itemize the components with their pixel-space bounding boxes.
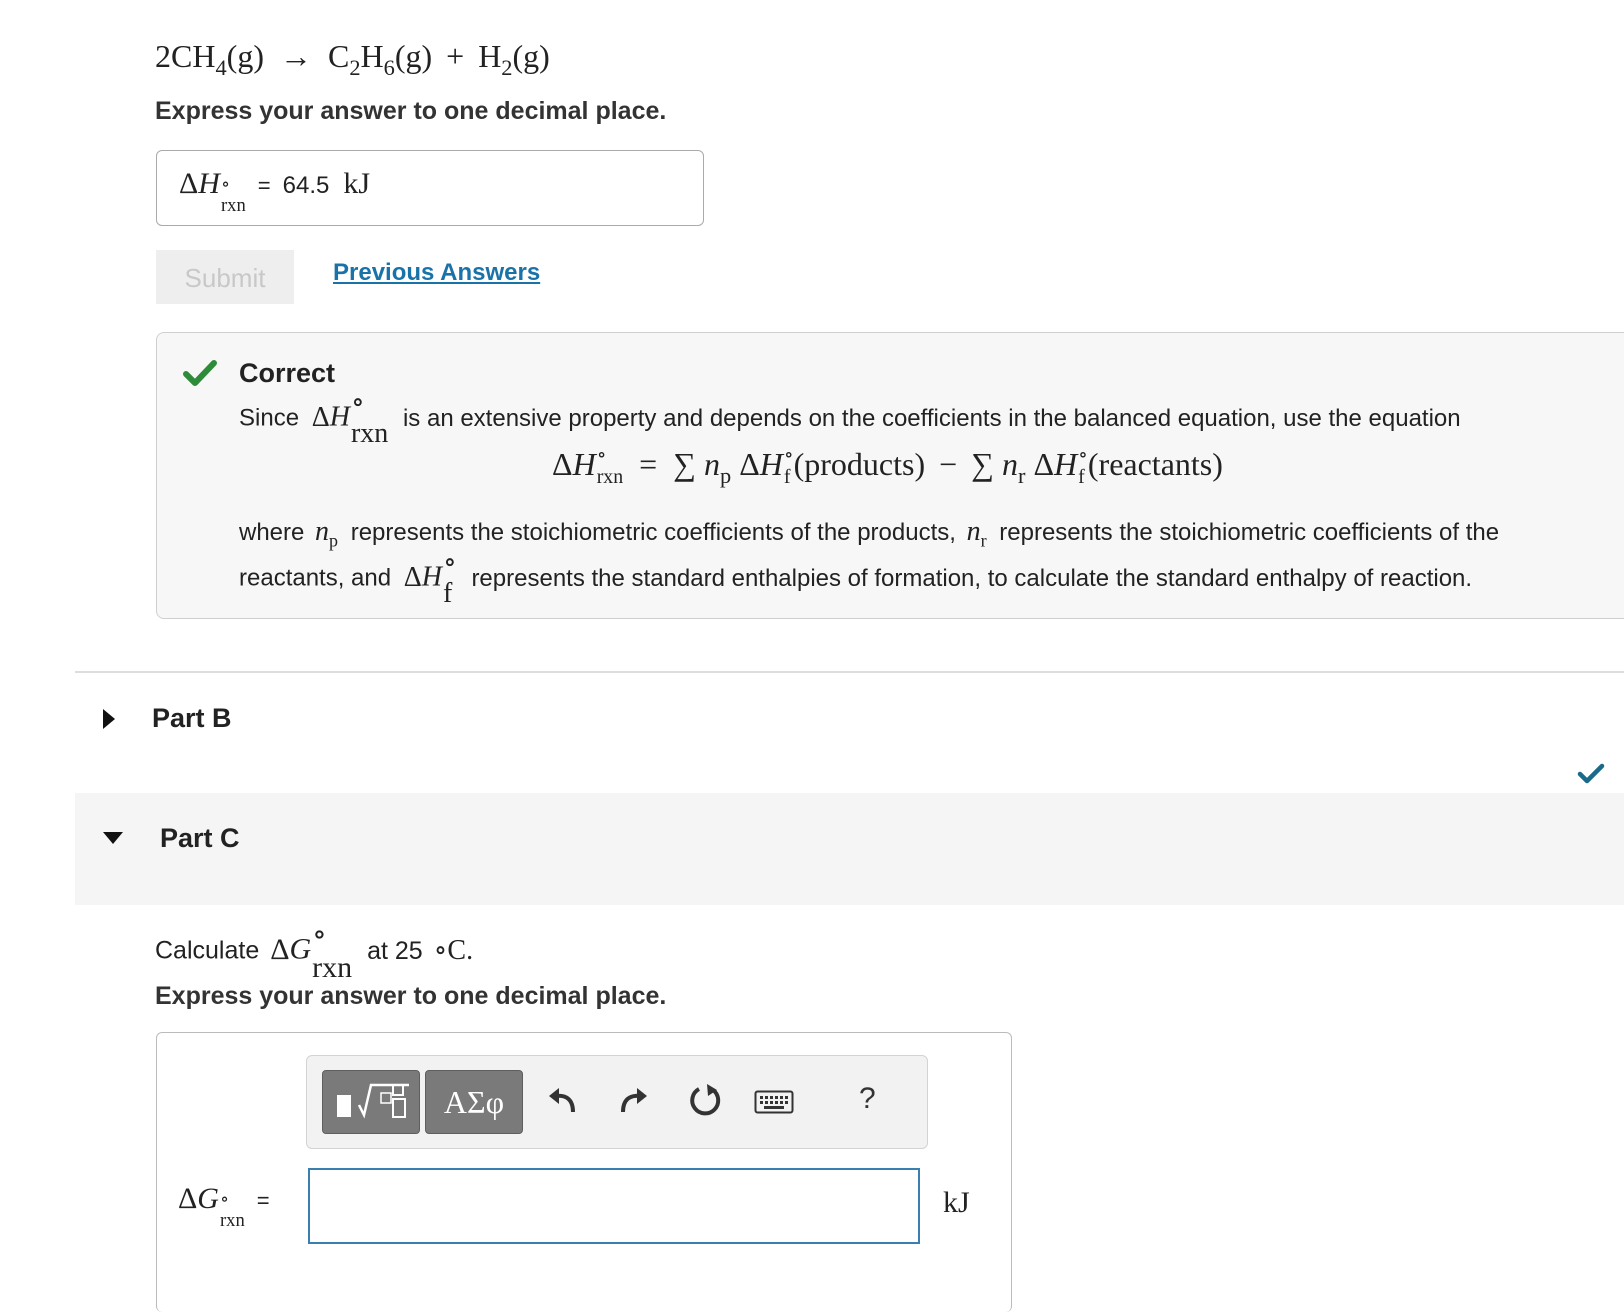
- feedback-line-2: where $n_p$ represents the stoichiometric coefficients of the products, $n_r$ represents the stoichiometric coefficients of the: [239, 516, 1500, 551]
- reaction-equation: $2CH_4(g) \to C_2H_6(g) + H_2(g)$: [155, 38, 550, 80]
- answer-label-c: Δ G ∘ rxn =: [178, 1182, 270, 1231]
- instruction-text-c: Express your answer to one decimal place.: [155, 982, 667, 1010]
- submit-button[interactable]: Submit: [156, 250, 294, 304]
- answer-input-c[interactable]: [308, 1168, 920, 1244]
- completed-check-icon: [1577, 763, 1605, 785]
- answer-value: 64.5: [282, 172, 330, 199]
- checkmark-icon: [183, 358, 217, 388]
- greek-symbols-button[interactable]: ΑΣφ: [425, 1070, 523, 1134]
- collapse-arrow-icon: [102, 831, 124, 845]
- math-toolbar: [306, 1055, 928, 1149]
- answer-unit: kJ: [343, 167, 371, 200]
- enthalpy-equation: ΔH ∘ rxn = ∑ $n_p$ ΔH ∘ f (products) − ∑ $n_r$ ΔH ∘ f (reactants): [552, 443, 1223, 488]
- feedback-line-3: reactants, and ΔH ∘ f represents the standard enthalpies of formation, to calculate the standard enthalpy of reaction.: [239, 546, 1473, 609]
- feedback-title: Correct: [239, 358, 336, 388]
- part-b-header[interactable]: [75, 696, 1624, 766]
- expand-arrow-icon: [102, 708, 116, 730]
- instruction-text-a: Express your answer to one decimal place.: [155, 97, 667, 125]
- keyboard-icon[interactable]: [754, 1090, 794, 1114]
- previous-answers-link[interactable]: Previous Answers: [333, 259, 541, 286]
- part-b-label: Part B: [152, 703, 232, 733]
- question-text-c: Calculate ΔG ∘ rxn at 25 ∘C.: [155, 917, 474, 984]
- answer-unit-c: kJ: [943, 1186, 970, 1219]
- answer-display-a: Δ H ∘ rxn = 64.5 kJ: [156, 150, 704, 226]
- templates-icon: [331, 1079, 413, 1125]
- undo-icon[interactable]: [545, 1082, 579, 1116]
- help-button[interactable]: ?: [859, 1082, 876, 1115]
- section-divider: [75, 671, 1624, 673]
- redo-icon[interactable]: [617, 1082, 651, 1116]
- part-c-label: Part C: [160, 823, 240, 853]
- part-c-header[interactable]: [75, 793, 1624, 905]
- reset-icon[interactable]: [687, 1082, 723, 1118]
- feedback-line-1: Since ΔH ∘ rxn is an extensive property and depends on the coefficients in the balanced equation, use the equation: [239, 386, 1461, 449]
- templates-button[interactable]: [322, 1070, 420, 1134]
